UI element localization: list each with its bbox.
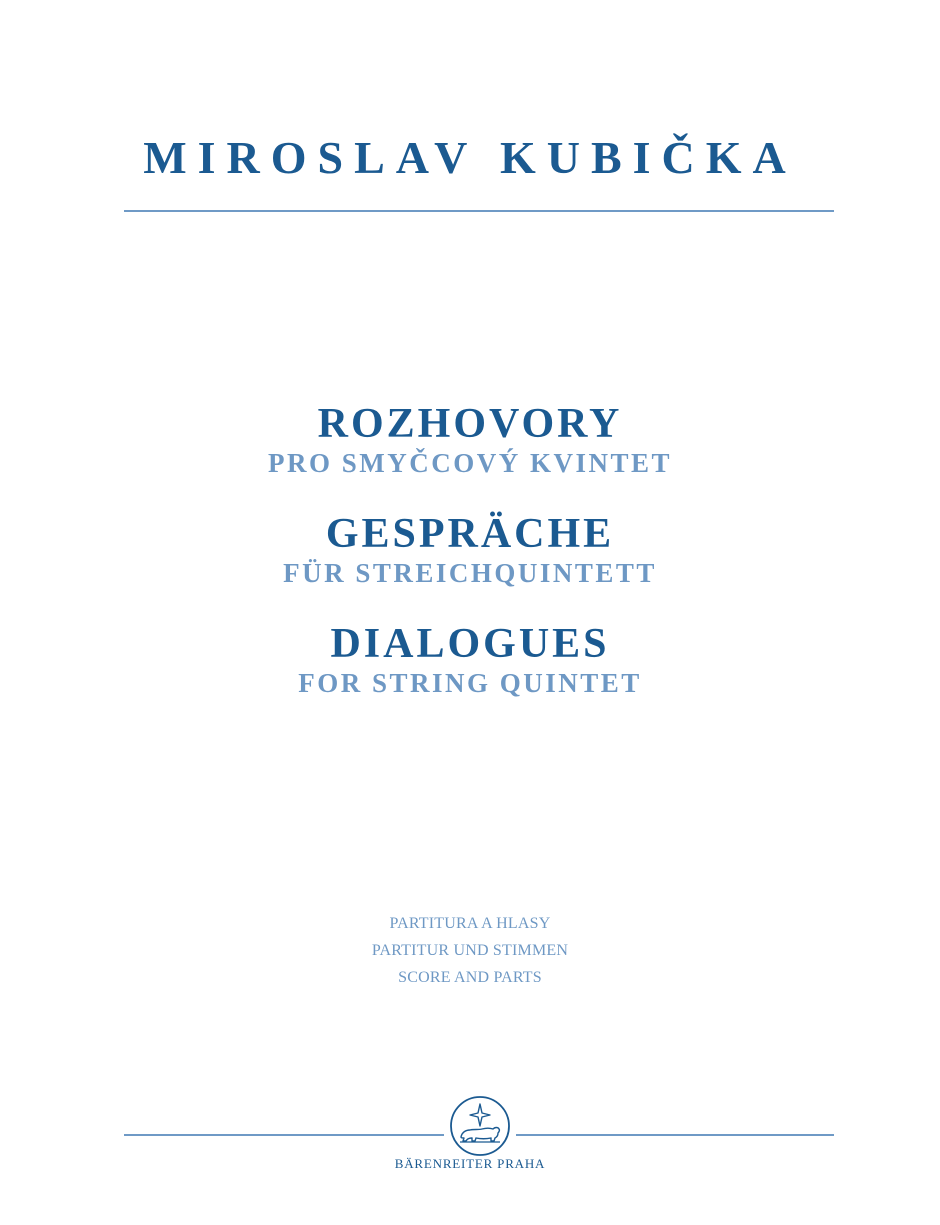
subtitle-german: FÜR STREICHQUINTETT	[283, 558, 657, 588]
title-german: GESPRÄCHE	[325, 511, 615, 557]
title-czech: ROZHOVORY	[317, 401, 623, 447]
edition-german: PARTITUR UND STIMMEN	[371, 942, 569, 959]
edition-info	[0, 910, 940, 991]
bear-star-logo-icon	[448, 1094, 512, 1158]
top-divider	[124, 210, 834, 212]
subtitle-english: FOR STRING QUINTET	[298, 668, 642, 698]
edition-czech: PARTITURA A HLASY	[389, 915, 551, 932]
bottom-divider-left	[124, 1134, 444, 1136]
composer-name: MIROSLAV KUBIČKA	[143, 132, 797, 183]
bottom-divider-right	[516, 1134, 834, 1136]
edition-english: SCORE AND PARTS	[398, 969, 542, 986]
title-english: DIALOGUES	[330, 621, 610, 667]
publisher-name: BÄRENREITER PRAHA	[394, 1156, 546, 1171]
subtitle-czech: PRO SMYČCOVÝ KVINTET	[267, 448, 673, 478]
title-block	[0, 400, 940, 698]
